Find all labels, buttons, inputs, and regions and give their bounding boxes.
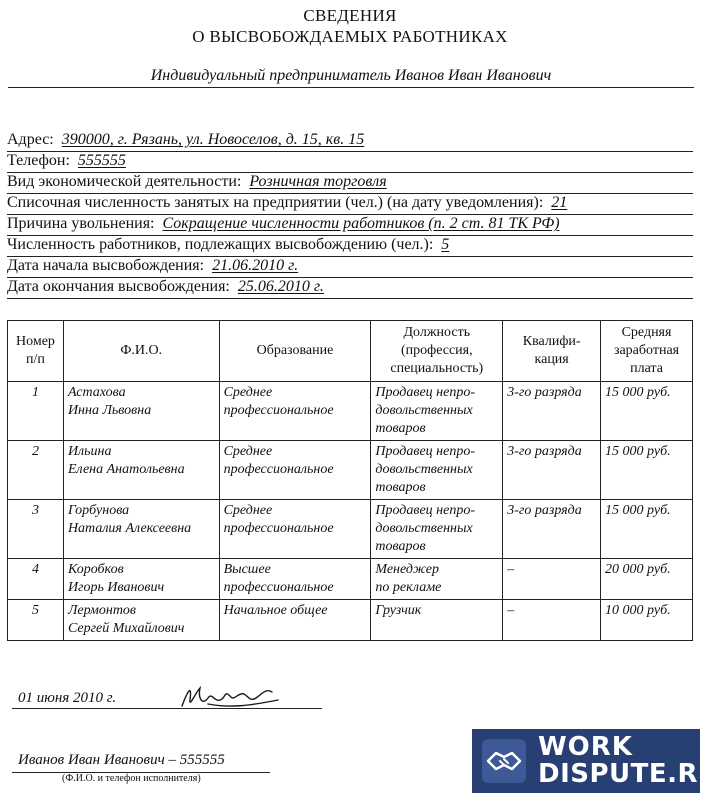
fio-line: Елена Анатольевна [67, 462, 185, 477]
education-line: профессиональное [223, 580, 334, 595]
table-row [8, 441, 693, 500]
fio-line: Лермонтов [67, 603, 137, 618]
position-line: товаров [375, 539, 426, 554]
row-education [219, 382, 371, 441]
header-fio-text: Ф.И.О. [120, 343, 163, 358]
row-num: 2 [8, 441, 64, 500]
row-position [371, 600, 503, 641]
logo-line2: DISPUTE.RU [538, 759, 720, 789]
headcount-value: 21 [551, 194, 568, 211]
header-qualification-line: кация [534, 352, 569, 367]
header-education [219, 321, 371, 382]
logo-line1: WORK [538, 732, 633, 762]
header-position [371, 321, 503, 382]
end-date-label: Дата окончания высвобождения: [7, 278, 230, 295]
row-fio [63, 441, 219, 500]
header-position-line: специальность) [390, 361, 484, 376]
executor-info: Иванов Иван Иванович – 555555 [18, 752, 225, 768]
headcount-field [7, 193, 693, 215]
position-line: Продавец непро- [375, 385, 475, 400]
education-line: профессиональное [223, 403, 334, 418]
table-row [8, 559, 693, 600]
table-header-row [8, 321, 693, 382]
row-qualification: 3-го разряда [503, 500, 601, 559]
position-line: товаров [375, 421, 426, 436]
row-qualification: 3-го разряда [503, 382, 601, 441]
row-num: 5 [8, 600, 64, 641]
workdispute-logo[interactable] [472, 729, 720, 793]
row-salary: 15 000 руб. [601, 382, 693, 441]
education-line: Начальное общее [223, 603, 328, 618]
headcount-label: Списочная численность занятых на предприятии (чел.) (на дату уведомления): [7, 194, 544, 211]
address-value: 390000, г. Рязань, ул. Новоселов, д. 15, кв. 15 [61, 131, 365, 148]
row-qualification: – [503, 600, 601, 641]
table-row [8, 382, 693, 441]
signature-icon [178, 678, 288, 718]
header-qualification-line: Квалифи- [522, 334, 581, 349]
reason-value: Сокращение численности работников (п. 2 ст. 81 ТК РФ) [162, 215, 560, 232]
header-salary-line: Средняя [621, 325, 672, 340]
fio-line: Астахова [67, 385, 126, 400]
start-date-field [7, 256, 693, 278]
header-salary-line: плата [630, 361, 663, 376]
education-line: Высшее [223, 562, 271, 577]
position-line: довольственных [375, 403, 473, 418]
end-date-value: 25.06.2010 г. [237, 278, 324, 295]
position-line: Грузчик [375, 603, 422, 618]
header-qualification [503, 321, 601, 382]
row-fio [63, 500, 219, 559]
header-num-line: Номер [16, 334, 55, 349]
row-position [371, 500, 503, 559]
header-salary-line: заработная [613, 343, 680, 358]
education-line: профессиональное [223, 521, 334, 536]
row-salary: 10 000 руб. [601, 600, 693, 641]
document-date: 01 июня 2010 г. [18, 690, 117, 706]
address-field [7, 130, 693, 152]
row-position [371, 382, 503, 441]
education-line: Среднее [223, 503, 273, 518]
position-line: по рекламе [375, 580, 442, 595]
row-education [219, 559, 371, 600]
released-value: 5 [441, 236, 450, 253]
row-num: 3 [8, 500, 64, 559]
start-date-value: 21.06.2010 г. [212, 257, 299, 274]
row-fio [63, 382, 219, 441]
fio-line: Ильина [67, 444, 112, 459]
employees-table [7, 320, 693, 641]
organization-underline [8, 87, 694, 88]
released-label: Численность работников, подлежащих высвобождению (чел.): [7, 236, 434, 253]
header-education-text: Образование [256, 343, 334, 358]
education-line: профессиональное [223, 462, 334, 477]
table-row [8, 500, 693, 559]
row-fio [63, 600, 219, 641]
released-field [7, 235, 693, 257]
row-fio [63, 559, 219, 600]
activity-field [7, 172, 693, 194]
document-title: СВЕДЕНИЯ [303, 6, 397, 25]
row-education [219, 441, 371, 500]
row-num: 1 [8, 382, 64, 441]
document-subtitle: О ВЫСВОБОЖДАЕМЫХ РАБОТНИКАХ [192, 27, 508, 46]
row-education [219, 500, 371, 559]
phone-value: 555555 [77, 152, 126, 169]
position-line: товаров [375, 480, 426, 495]
fio-line: Игорь Иванович [67, 580, 165, 595]
fio-line: Сергей Михайлович [67, 621, 185, 636]
row-position [371, 559, 503, 600]
end-date-field [7, 277, 693, 299]
row-salary: 20 000 руб. [601, 559, 693, 600]
position-line: довольственных [375, 462, 473, 477]
fio-line: Горбунова [67, 503, 130, 518]
row-salary: 15 000 руб. [601, 441, 693, 500]
organization-name: Индивидуальный предприниматель Иванов Иван Иванович [150, 67, 552, 84]
fio-line: Инна Львовна [67, 403, 152, 418]
fio-line: Коробков [67, 562, 124, 577]
position-line: Продавец непро- [375, 444, 475, 459]
row-qualification: 3-го разряда [503, 441, 601, 500]
row-qualification: – [503, 559, 601, 600]
reason-field [7, 214, 693, 236]
position-line: Продавец непро- [375, 503, 475, 518]
position-line: Менеджер [375, 562, 439, 577]
header-position-line: (профессия, [400, 343, 473, 358]
header-num-line: п/п [26, 352, 45, 367]
reason-label: Причина увольнения: [7, 215, 155, 232]
education-line: Среднее [223, 385, 273, 400]
row-position [371, 441, 503, 500]
header-salary [601, 321, 693, 382]
address-label: Адрес: [7, 131, 54, 148]
activity-label: Вид экономической деятельности: [7, 173, 242, 190]
phone-field [7, 151, 693, 173]
activity-value: Розничная торговля [249, 173, 387, 190]
phone-label: Телефон: [7, 152, 70, 169]
executor-caption: (Ф.И.О. и телефон исполнителя) [62, 773, 201, 784]
header-fio [63, 321, 219, 382]
position-line: довольственных [375, 521, 473, 536]
handshake-icon [482, 739, 526, 783]
row-salary: 15 000 руб. [601, 500, 693, 559]
header-position-line: Должность [403, 325, 471, 340]
row-num: 4 [8, 559, 64, 600]
start-date-label: Дата начала высвобождения: [7, 257, 205, 274]
education-line: Среднее [223, 444, 273, 459]
table-row [8, 600, 693, 641]
row-education [219, 600, 371, 641]
header-num [8, 321, 64, 382]
fio-line: Наталия Алексеевна [67, 521, 192, 536]
